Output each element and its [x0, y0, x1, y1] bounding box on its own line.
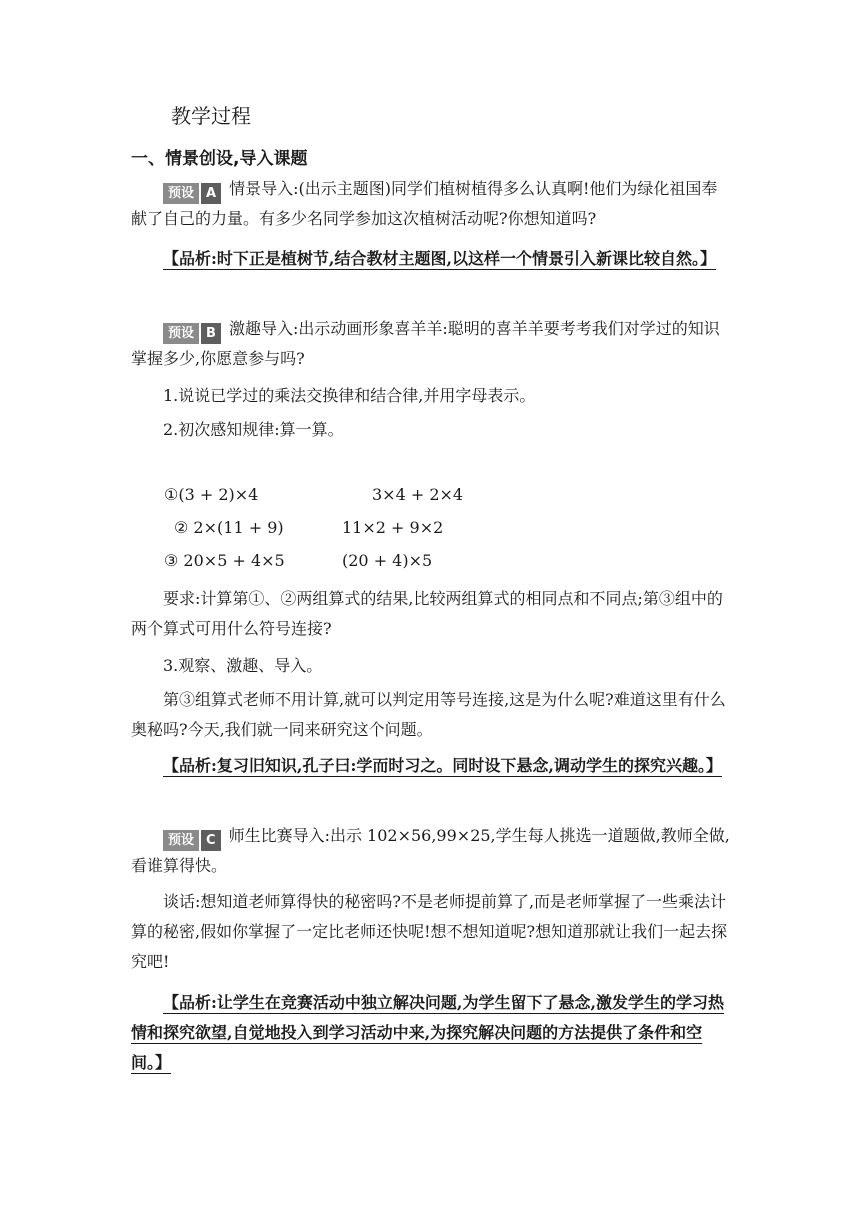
step-3: 3.观察、激趣、导入。 — [163, 656, 323, 675]
expression-1-left: ①(3 + 2)×4 — [164, 485, 259, 504]
preset-c-text: 师生比赛导入:出示 102×56,99×25,学生每人挑选一道题做,教师全做,看谁算得快。 — [131, 826, 730, 875]
preset-a-analysis: 【品析:时下正是植树节,结合教材主题图,以这样一个情景引入新课比较自然。】 — [163, 249, 717, 268]
expression-3-right: (20 + 4)×5 — [342, 551, 433, 570]
expression-1-right: 3×4 + 2×4 — [372, 485, 464, 504]
preset-b-analysis-paragraph — [131, 751, 733, 781]
step-2: 2.初次感知规律:算一算。 — [163, 420, 344, 439]
badge-label: 预设 — [163, 323, 199, 344]
preset-a-badge — [163, 183, 221, 204]
badge-letter: B — [201, 323, 221, 344]
preset-c-analysis: 【品析:让学生在竞赛活动中独立解决问题,为学生留下了悬念,激发学生的学习热情和探究欲望,自觉地投入到学习活动中来,为探究解决问题的方法提供了条件和空间。】 — [131, 993, 725, 1072]
page-title: 教学过程 — [171, 104, 251, 128]
expression-3-left: ③ 20×5 + 4×5 — [164, 551, 285, 570]
expression-2-right: 11×2 + 9×2 — [342, 518, 444, 537]
step-3-text: 第③组算式老师不用计算,就可以判定用等号连接,这是为什么呢?难道这里有什么奥秘吗?今天,我们就一同来研究这个问题。 — [131, 690, 726, 739]
preset-c-paragraph — [131, 821, 733, 881]
talk-paragraph: 谈话:想知道老师算得快的秘密吗?不是老师提前算了,而是老师掌握了一些乘法计算的秘密,假如你掌握了一定比老师还快呢!想不想知道呢?想知道那就让我们一起去探究吧! — [131, 892, 728, 971]
preset-c-analysis-paragraph — [131, 988, 733, 1078]
badge-label: 预设 — [163, 830, 199, 851]
expression-2-left: ② 2×(11 + 9) — [174, 518, 284, 537]
badge-label: 预设 — [163, 183, 199, 204]
preset-b-paragraph — [131, 314, 733, 374]
preset-b-analysis: 【品析:复习旧知识,孔子曰:学而时习之。同时设下悬念,调动学生的探究兴趣。】 — [163, 756, 722, 775]
badge-letter: C — [201, 830, 221, 851]
preset-a-paragraph — [131, 174, 733, 234]
badge-letter: A — [201, 183, 221, 204]
preset-c-badge — [163, 830, 221, 851]
preset-b-text: 激趣导入:出示动画形象喜羊羊:聪明的喜羊羊要考考我们对学过的知识掌握多少,你愿意参与吗? — [131, 319, 720, 368]
requirement: 要求:计算第①、②两组算式的结果,比较两组算式的相同点和不同点;第③组中的两个算式可用什么符号连接? — [131, 589, 723, 638]
step-1: 1.说说已学过的乘法交换律和结合律,并用字母表示。 — [163, 386, 536, 405]
section-heading: 一、情景创设,导入课题 — [131, 149, 308, 169]
preset-a-analysis-paragraph — [131, 244, 733, 274]
preset-a-text: 情景导入:(出示主题图)同学们植树植得多么认真啊!他们为绿化祖国奉献了自己的力量。有多少名同学参加这次植树活动呢?你想知道吗? — [131, 179, 718, 228]
preset-b-badge — [163, 323, 221, 344]
